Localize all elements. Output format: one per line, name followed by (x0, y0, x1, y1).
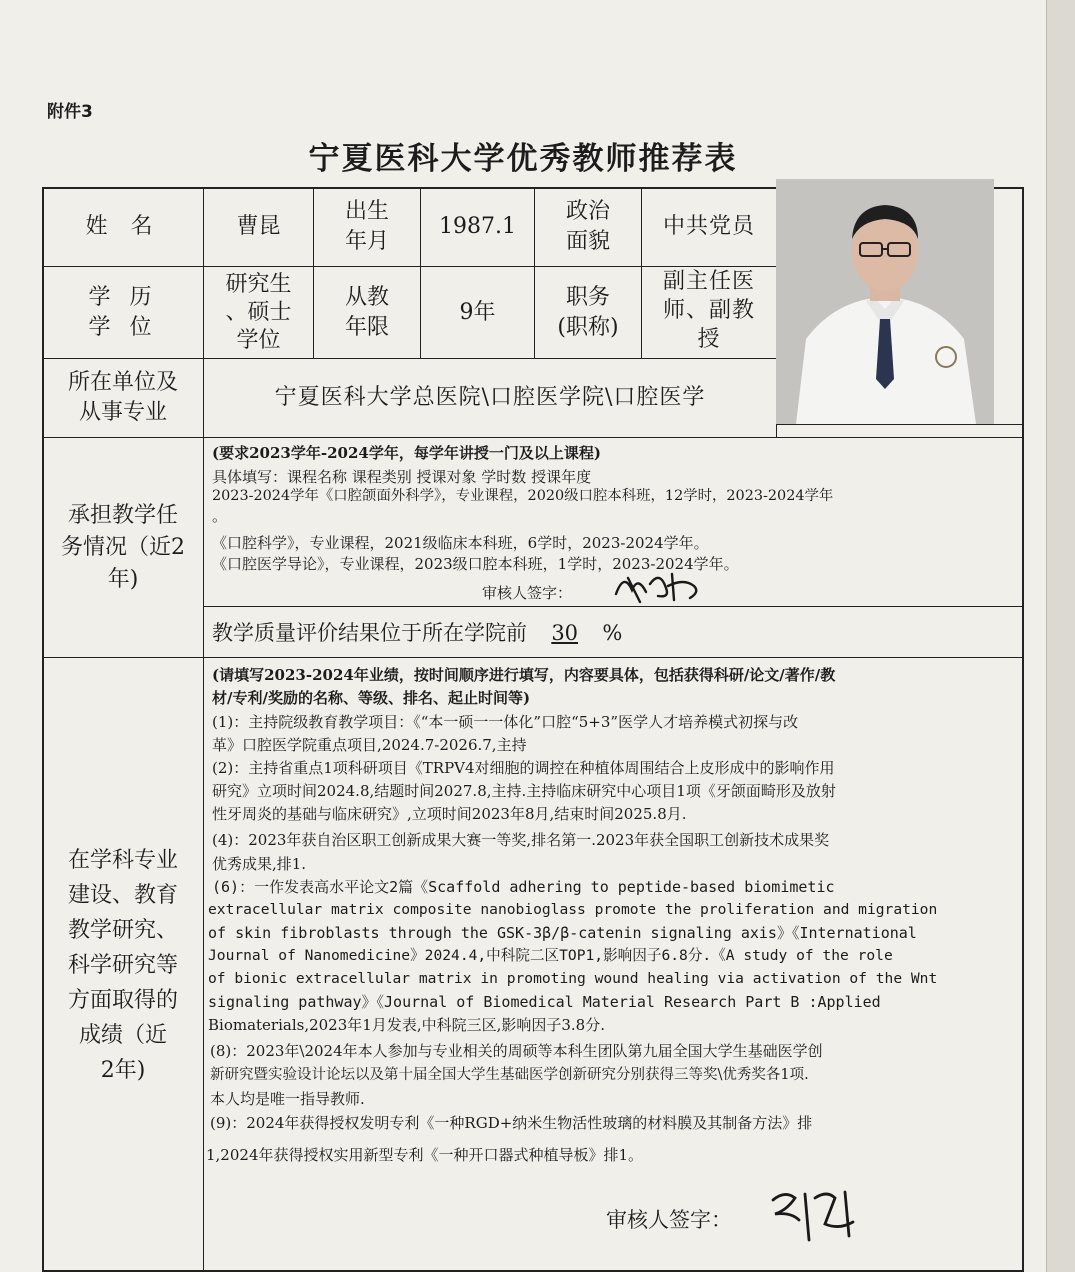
signature-drawing (610, 564, 710, 608)
name-value: 曹昆 (236, 214, 281, 239)
achievement-line: (8)：2023年\2024年本人参加与专业相关的周硕等本科生团队第九届全国大学生基础医学创 (210, 1042, 823, 1060)
teaching-tasks-label-line1: 承担教学任 (67, 502, 178, 528)
achievements-label (43, 658, 203, 1272)
birth-label-line2: 年月 (344, 229, 389, 254)
achievement-line: 新研究暨实验设计论坛以及第十届全国大学生基础医学创新研究分别获得三等奖\优秀奖各1项. (210, 1067, 809, 1083)
political-label-line2: 面貌 (565, 229, 610, 254)
position-line1: 副主任医 (662, 268, 755, 294)
teaching-tasks-label-line2: 务情况（近2 (61, 534, 185, 560)
achievements-label-line1: 在学科专业 (67, 847, 178, 873)
attachment-label: 附件3 (47, 102, 93, 122)
adjacent-page-edge (1046, 0, 1075, 1272)
achievement-line: of bionic extracellular matrix in promoting wound healing via activation of the Wnt (208, 970, 938, 987)
political-label-line1: 政治 (565, 199, 610, 224)
unit-label-line2: 从事专业 (78, 400, 167, 425)
position-label (535, 267, 641, 358)
name-label: 姓 名 (85, 214, 161, 239)
teaching-reviewer-signature (610, 564, 710, 608)
achievement-line: Biomaterials,2023年1月发表,中科院三区,影响因子3.8分. (208, 1016, 605, 1034)
teaching-tasks-label-line3: 年) (107, 566, 139, 592)
education-label (43, 267, 203, 358)
achievements-label-line6: 成绩（近 (78, 1022, 167, 1048)
achievement-line: (请填写2023-2024年业绩，按时间顺序进行填写，内容要具体，包括获得科研/论文/著作/教 (212, 666, 836, 684)
achievement-line: (4)：2023年获自治区职工创新成果大赛一等奖,排名第一.2023年获全国职工创新技术成果奖 (212, 831, 830, 849)
unit-value: 宁夏医科大学总医院\口腔医学院\口腔医学 (274, 385, 706, 410)
achievement-line: (6)：一作发表高水平论文2篇《Scaffold adhering to peptide-based biomimetic (212, 878, 835, 896)
political-value: 中共党员 (662, 214, 755, 239)
signature-drawing (765, 1180, 875, 1250)
achievement-line: Journal of Nanomedicine》2024.4,中科院二区TOP1,影响因子6.8分.《A study of the role (208, 947, 893, 964)
unit-label-line1: 所在单位及 (67, 370, 178, 395)
birth-label (314, 188, 420, 266)
achievements-label-line4: 科学研究等 (67, 952, 178, 978)
position-label-line2: (职称) (557, 314, 619, 340)
achievements-label-line3: 教学研究、 (67, 917, 178, 943)
achievement-line: 材/专利/奖励的名称、等级、排名、起止时间等) (212, 689, 531, 707)
birth-label-line1: 出生 (344, 199, 389, 224)
achievement-line: 本人均是唯一指导教师. (210, 1090, 365, 1108)
position-value (642, 262, 776, 358)
teaching-requirement: (要求2023学年-2024学年，每学年讲授一门及以上课程) (212, 444, 601, 462)
unit-label (43, 359, 203, 437)
achievement-line: of skin fibroblasts through the GSK-3β/β-catenin signaling axis》《International (208, 924, 917, 942)
portrait-illustration (776, 179, 994, 424)
education-line2: 、硕士 (225, 299, 292, 325)
achievements-reviewer-label: 审核人签字： (606, 1208, 732, 1232)
teaching-quality (212, 617, 622, 647)
education-line3: 学位 (236, 327, 281, 353)
teaching-years-label-line2: 年限 (344, 314, 389, 340)
teaching-fields: 具体填写：课程名称 课程类别 授课对象 学时数 授课年度 (212, 468, 592, 486)
signature-text (610, 564, 611, 565)
teaching-reviewer-label: 审核人签字： (482, 584, 573, 602)
achievement-line: 优秀成果,排1. (212, 855, 307, 873)
education-line1: 研究生 (225, 271, 292, 297)
position-line2: 师、副教 (662, 297, 755, 323)
education-value (204, 267, 313, 358)
achievement-line: extracellular matrix composite nanobioglass promote the proliferation and migration (208, 901, 938, 918)
achievement-line: (1)：主持院级教育教学项目：《“本一硕一一体化”口腔“5+3”医学人才培养模式初探与改 (212, 713, 799, 731)
achievement-line: 研究》立项时间2024.8,结题时间2027.8,主持.主持临床研究中心项目1项《牙颌面畸形及放射 (212, 782, 836, 800)
achievement-line: 性牙周炎的基础与临床研究》,立项时间2023年8月,结束时间2025.8月. (212, 805, 687, 823)
achievement-line: (9)：2024年获得授权发明专利《一种RGD+纳米生物活性玻璃的材料膜及其制备方法》排 (210, 1114, 813, 1132)
quality-prefix: 教学质量评价结果位于所在学院前 (212, 621, 527, 645)
photo-bottom-line (776, 424, 1024, 425)
political-label (535, 188, 641, 266)
achievement-line: 革》口腔医学院重点项目,2024.7-2026.7,主持 (212, 736, 527, 754)
portrait-photo (776, 179, 994, 424)
quality-suffix: % (602, 621, 623, 645)
course-1: 2023-2024学年《口腔颌面外科学》，专业课程，2020级口腔本科班，12学时，2023-2024学年 (212, 488, 834, 504)
achievements-label-line7: 2年) (100, 1057, 146, 1083)
teaching-years-label-line1: 从教 (344, 284, 389, 310)
quality-value: 30 (551, 621, 579, 645)
course-1-continued: 。 (212, 507, 228, 525)
position-label-line1: 职务 (565, 284, 610, 310)
achievement-line: signaling pathway》《Journal of Biomedical Material Research Part B :Applied (208, 993, 881, 1011)
achievement-line: (2)：主持省重点1项科研项目《TRPV4对细胞的调控在种植体周围结合上皮形成中的影响作用 (212, 759, 835, 777)
birth-value: 1987.1 (439, 214, 516, 239)
signature-text (765, 1180, 766, 1181)
education-label-line1: 学 历 (88, 284, 158, 310)
education-label-line2: 学 位 (88, 314, 158, 340)
achievements-label-line2: 建设、教育 (67, 882, 178, 908)
teaching-years-value: 9年 (459, 299, 496, 325)
teaching-years-label (314, 267, 420, 358)
teaching-tasks-label (43, 438, 203, 657)
position-line3: 授 (697, 326, 721, 352)
form-title: 宁夏医科大学优秀教师推荐表 (308, 141, 738, 177)
achievements-label-line5: 方面取得的 (67, 987, 178, 1013)
achievements-reviewer-signature (765, 1180, 875, 1250)
achievement-line: 1,2024年获得授权实用新型专利《一种开口器式种植导板》排1。 (206, 1146, 644, 1164)
course-2: 《口腔科学》，专业课程，2021级临床本科班，6学时，2023-2024学年。 (212, 534, 709, 552)
course-3: 《口腔医学导论》，专业课程，2023级口腔本科班，1学时，2023-2024学年。 (212, 555, 739, 573)
